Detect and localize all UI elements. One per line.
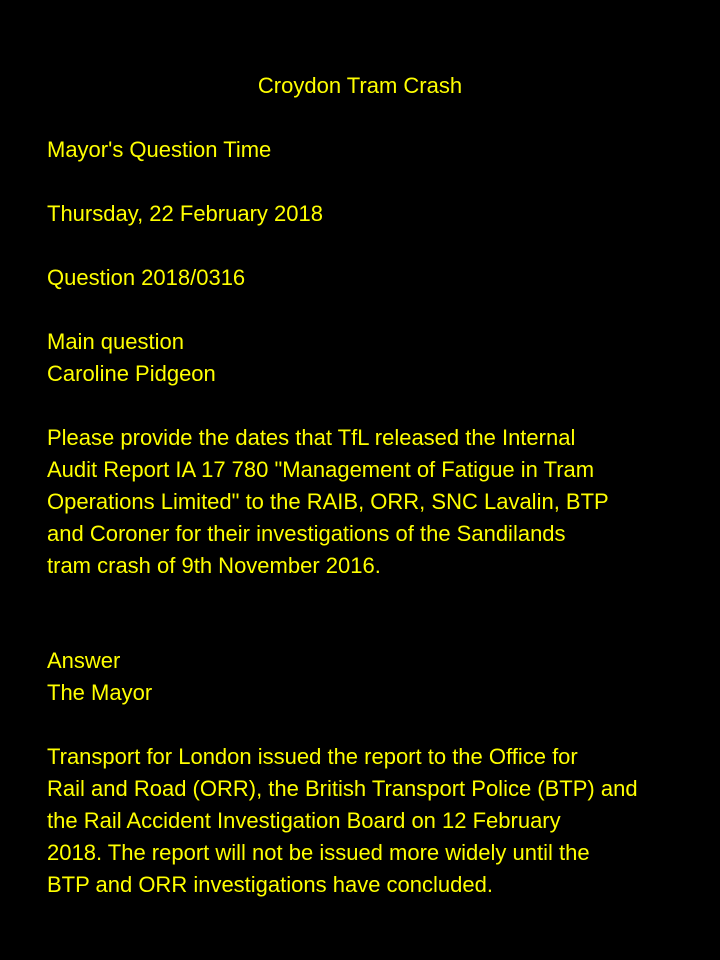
question-heading: Main question: [47, 329, 184, 354]
question-number: Question 2018/0316: [47, 265, 246, 290]
question-text-line: Audit Report IA 17 780 "Management of Fatigue in Tram: [47, 457, 595, 482]
question-text-line: tram crash of 9th November 2016.: [47, 553, 381, 578]
answer-responder: The Mayor: [47, 680, 153, 705]
event-date: Thursday, 22 February 2018: [47, 201, 323, 226]
question-text: [47, 422, 697, 582]
answer-text-line: Transport for London issued the report to the Office for: [47, 744, 578, 769]
question-text-line: Please provide the dates that TfL released the Internal: [47, 425, 576, 450]
answer-heading: Answer: [47, 648, 121, 673]
answer-text-line: the Rail Accident Investigation Board on 12 February: [47, 808, 561, 833]
answer-text-line: Rail and Road (ORR), the British Transport Police (BTP) and: [47, 776, 638, 801]
question-text-line: Operations Limited" to the RAIB, ORR, SNC Lavalin, BTP: [47, 489, 609, 514]
document-title: Croydon Tram Crash: [257, 73, 463, 98]
event-name: Mayor's Question Time: [47, 137, 272, 162]
answer-text-line: BTP and ORR investigations have concluded.: [47, 872, 493, 897]
question-asker: Caroline Pidgeon: [47, 361, 216, 386]
answer-text-line: 2018. The report will not be issued more widely until the: [47, 840, 590, 865]
question-text-line: and Coroner for their investigations of the Sandilands: [47, 521, 566, 546]
answer-text: [47, 741, 697, 901]
